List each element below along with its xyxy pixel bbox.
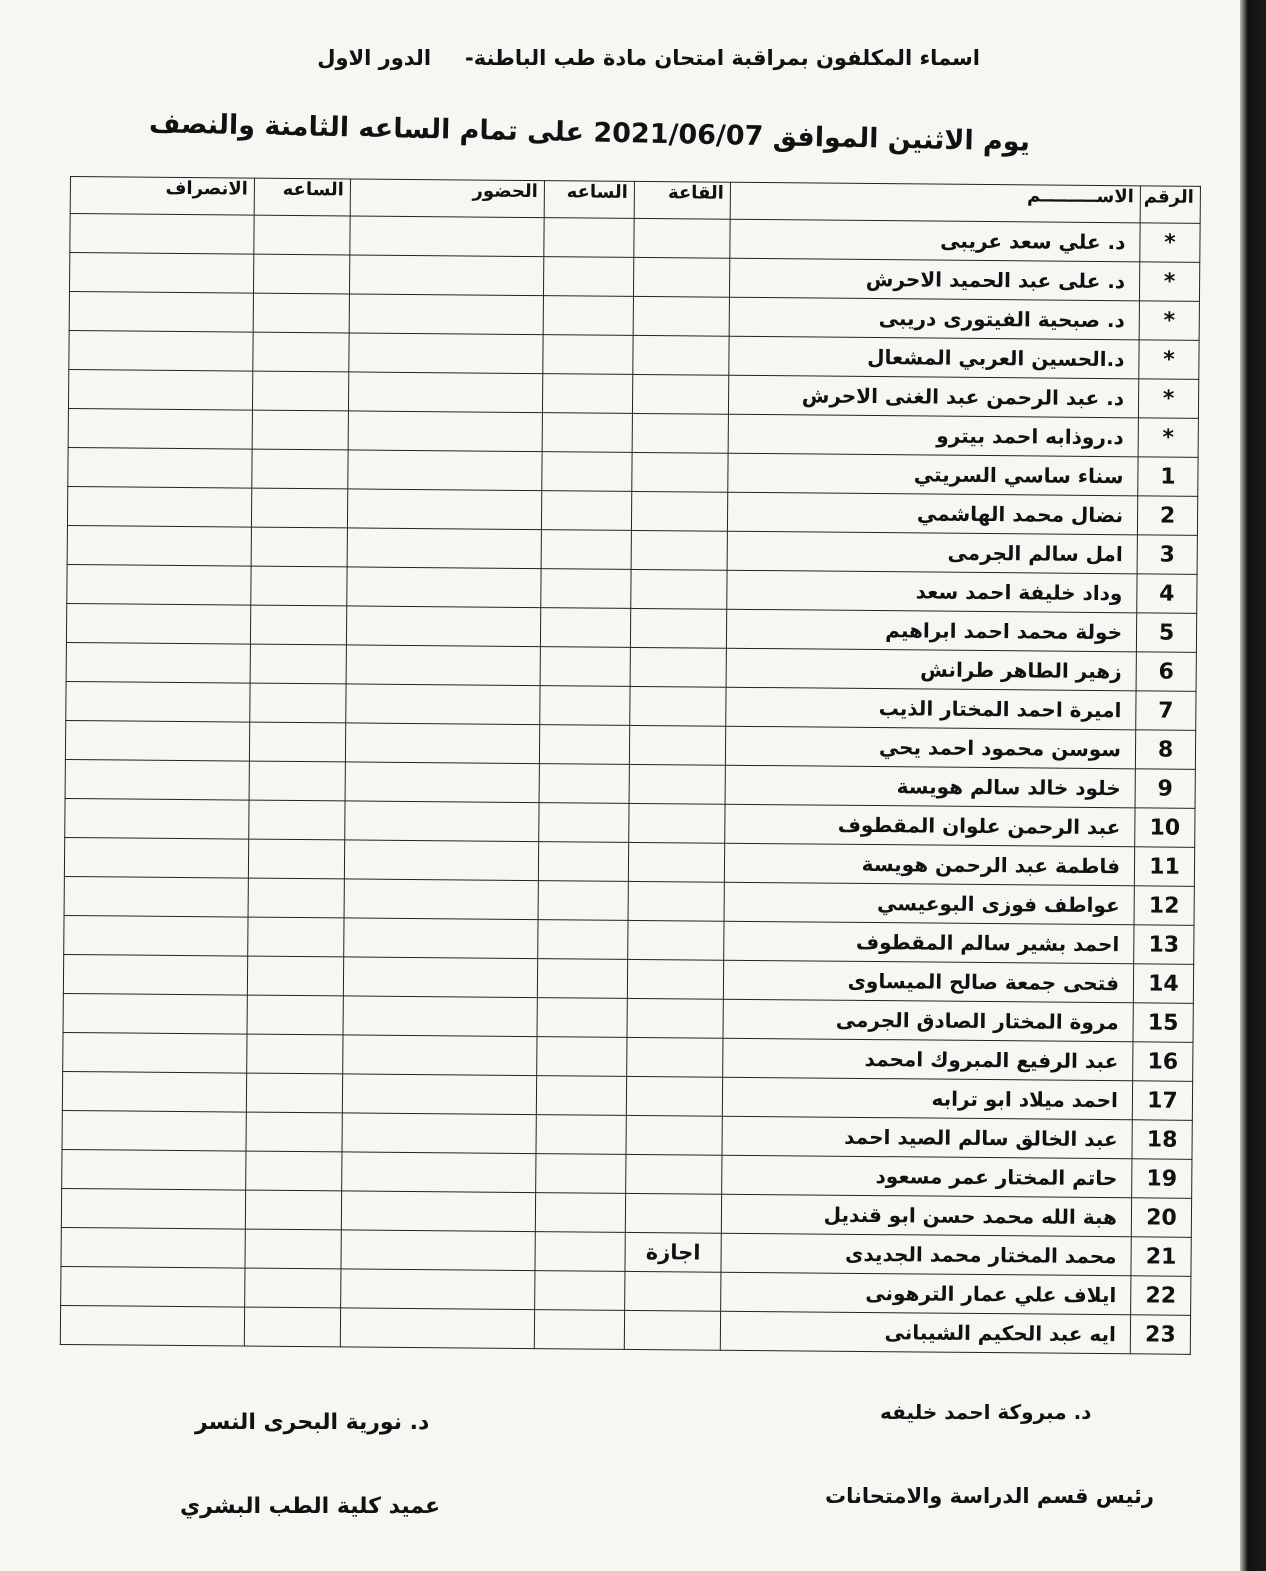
departure-cell: [63, 954, 247, 995]
departure-cell: [65, 798, 249, 839]
title-text: اسماء المكلفون بمراقبة امتحان مادة طب الباطنة-: [465, 46, 980, 70]
departure-cell: [62, 1071, 246, 1112]
hour-in-cell: [538, 881, 628, 921]
hour-in-cell: [543, 335, 633, 375]
attendance-cell: [347, 567, 541, 608]
hour-in-cell: [542, 374, 632, 414]
attendance-cell: [349, 294, 543, 335]
proctor-name: نضال محمد الهاشمي: [727, 492, 1137, 535]
proctor-name: احمد بشير سالم المقطوف: [724, 921, 1134, 964]
departure-cell: [66, 681, 250, 722]
hour-in-cell: [534, 1310, 624, 1350]
hour-out-cell: [253, 293, 349, 333]
hour-in-cell: [539, 803, 629, 843]
attendance-cell: [346, 606, 540, 647]
hall-cell: [633, 296, 729, 336]
hall-cell: [633, 257, 729, 297]
departure-cell: [65, 720, 249, 761]
hall-cell: [632, 452, 728, 492]
row-number: 15: [1133, 1003, 1193, 1043]
attendance-cell: [347, 528, 541, 569]
departure-cell: [61, 1227, 245, 1268]
hour-out-cell: [248, 839, 344, 879]
proctor-name: د. على عبد الحميد الاحرش: [729, 258, 1139, 301]
hall-cell: [629, 803, 725, 843]
attendance-cell: [346, 645, 540, 686]
row-number: 5: [1136, 613, 1196, 653]
hour-out-cell: [245, 1229, 341, 1269]
hour-out-cell: [251, 527, 347, 567]
departure-cell: [66, 642, 250, 683]
row-number: 7: [1136, 691, 1196, 731]
proctor-name: مروة المختار الصادق الجرمى: [723, 999, 1133, 1042]
departure-cell: [67, 525, 251, 566]
proctor-name: عبد الرفيع المبروك امحمد: [723, 1038, 1133, 1081]
attendance-cell: [345, 801, 539, 842]
proctor-name: خلود خالد سالم هويسة: [725, 765, 1135, 808]
hour-out-cell: [254, 215, 350, 255]
row-number: 8: [1135, 730, 1195, 770]
attendance-cell: [343, 957, 537, 998]
hall-cell: [631, 491, 727, 531]
proctor-name: فاطمة عبد الرحمن هويسة: [724, 843, 1134, 886]
departure-cell: [66, 603, 250, 644]
departure-cell: [67, 486, 251, 527]
proctor-name: عواطف فوزى البوعيسي: [724, 882, 1134, 925]
attendance-cell: [347, 489, 541, 530]
proctor-name: خولة محمد احمد ابراهيم: [726, 609, 1136, 652]
hall-cell: [630, 647, 726, 687]
attendance-cell: [344, 918, 538, 959]
attendance-cell: [346, 684, 540, 725]
departure-cell: [69, 330, 253, 371]
departure-cell: [61, 1266, 245, 1307]
hour-out-cell: [246, 1112, 342, 1152]
hour-in-cell: [540, 608, 630, 648]
hall-cell: [629, 764, 725, 804]
hall-cell: [628, 842, 724, 882]
hour-in-cell: [536, 1154, 626, 1194]
hour-out-cell: [250, 683, 346, 723]
attendance-cell: [343, 1035, 537, 1076]
hall-cell: [625, 1271, 721, 1311]
departure-cell: [69, 253, 253, 294]
attendance-cell: [342, 1074, 536, 1115]
page-edge-shadow: [1240, 0, 1266, 1571]
proctor-name: ايلاف علي عمار الترهونى: [721, 1272, 1131, 1315]
row-number: *: [1138, 418, 1198, 458]
hour-in-cell: [543, 257, 633, 297]
attendance-cell: [348, 372, 542, 413]
row-number: 20: [1131, 1198, 1191, 1238]
row-number: *: [1139, 340, 1199, 380]
signature-left-name: د. نورية البحرى النسر: [195, 1410, 430, 1435]
proctor-name: فتحى جمعة صالح الميساوى: [723, 960, 1133, 1003]
row-number: 16: [1133, 1042, 1193, 1082]
attendance-cell: [343, 996, 537, 1037]
hour-in-cell: [544, 218, 634, 258]
departure-cell: [68, 408, 252, 449]
row-number: 22: [1131, 1276, 1191, 1316]
departure-cell: [70, 214, 254, 255]
hall-cell: [628, 920, 724, 960]
attendance-cell: [350, 216, 544, 257]
hall-cell: [624, 1310, 720, 1350]
proctor-name: عبد الخالق سالم الصيد احمد: [722, 1116, 1132, 1159]
row-number: *: [1138, 379, 1198, 419]
departure-cell: [64, 876, 248, 917]
proctor-name: د. صبحية الفيتورى دريبى: [729, 297, 1139, 340]
hour-out-cell: [250, 644, 346, 684]
hour-in-cell: [541, 491, 631, 531]
row-number: *: [1140, 223, 1200, 263]
hall-cell: [626, 1154, 722, 1194]
row-number: 14: [1133, 964, 1193, 1004]
departure-cell: [63, 1032, 247, 1073]
row-number: 23: [1130, 1315, 1190, 1355]
proctor-name: د.روذابه احمد بيترو: [728, 414, 1138, 457]
row-number: 17: [1132, 1081, 1192, 1121]
hour-out-cell: [247, 1034, 343, 1074]
row-number: 12: [1134, 886, 1194, 926]
proctor-name: د.الحسين العربي المشعال: [729, 336, 1139, 379]
hour-in-cell: [536, 1115, 626, 1155]
row-number: 4: [1137, 574, 1197, 614]
col-header-hour-in: الساعه: [544, 181, 634, 219]
hour-in-cell: [541, 530, 631, 570]
row-number: 6: [1136, 652, 1196, 692]
departure-cell: [69, 291, 253, 332]
hour-in-cell: [542, 413, 632, 453]
hour-in-cell: [535, 1232, 625, 1272]
hall-cell: [625, 1193, 721, 1233]
proctor-name: زهير الطاهر طرانش: [726, 648, 1136, 691]
attendance-cell: [340, 1308, 534, 1349]
hour-out-cell: [249, 722, 345, 762]
hour-in-cell: [537, 998, 627, 1038]
signature-left-title: عميد كلية الطب البشري: [180, 1494, 441, 1519]
signature-right-title: رئيس قسم الدراسة والامتحانات: [825, 1484, 1154, 1508]
proctor-table-wrapper: [59, 176, 1200, 1400]
hall-cell: [634, 218, 730, 258]
hour-out-cell: [249, 800, 345, 840]
row-number: 19: [1132, 1159, 1192, 1199]
hour-out-cell: [251, 488, 347, 528]
proctor-name: حاتم المختار عمر مسعود: [722, 1155, 1132, 1198]
proctor-name: وداد خليفة احمد سعد: [727, 570, 1137, 613]
hall-cell: [630, 686, 726, 726]
hall-cell: [626, 1115, 722, 1155]
hall-cell: [627, 959, 723, 999]
hall-cell: [631, 569, 727, 609]
departure-cell: [68, 369, 252, 410]
hour-out-cell: [244, 1307, 340, 1347]
proctor-name: عبد الرحمن علوان المقطوف: [725, 804, 1135, 847]
hour-in-cell: [538, 920, 628, 960]
hour-in-cell: [540, 686, 630, 726]
attendance-cell: [348, 411, 542, 452]
hour-in-cell: [538, 842, 628, 882]
row-number: 21: [1131, 1237, 1191, 1277]
hour-out-cell: [248, 917, 344, 957]
departure-cell: [62, 1110, 246, 1151]
attendance-cell: [345, 723, 539, 764]
attendance-cell: [348, 450, 542, 491]
hour-out-cell: [251, 566, 347, 606]
departure-cell: [64, 837, 248, 878]
col-header-number: الرقم: [1140, 186, 1200, 224]
hour-out-cell: [245, 1268, 341, 1308]
hour-in-cell: [540, 647, 630, 687]
attendance-cell: [341, 1230, 535, 1271]
departure-cell: [64, 915, 248, 956]
proctor-name: سناء ساسي السريتي: [728, 453, 1138, 496]
row-number: *: [1139, 262, 1199, 302]
hall-cell: [627, 998, 723, 1038]
col-header-attendance: الحضور: [350, 179, 544, 218]
row-number: 10: [1135, 808, 1195, 848]
col-header-hall: القاعة: [634, 181, 730, 219]
proctor-name: احمد ميلاد ابو ترابه: [722, 1077, 1132, 1120]
row-number: 3: [1137, 535, 1197, 575]
row-number: 18: [1132, 1120, 1192, 1160]
attendance-cell: [341, 1191, 535, 1232]
hall-cell: [633, 335, 729, 375]
hall-cell: اجازة: [625, 1232, 721, 1272]
table-body: [60, 214, 1200, 1355]
hall-cell: [629, 725, 725, 765]
hour-out-cell: [252, 449, 348, 489]
departure-cell: [62, 1149, 246, 1190]
hour-in-cell: [539, 764, 629, 804]
attendance-cell: [349, 255, 543, 296]
hall-cell: [628, 881, 724, 921]
hour-out-cell: [247, 995, 343, 1035]
hour-out-cell: [248, 878, 344, 918]
proctor-table: [60, 176, 1201, 1355]
proctor-name: ايه عبد الحكيم الشيبانى: [720, 1311, 1130, 1354]
hall-cell: [627, 1037, 723, 1077]
attendance-cell: [344, 879, 538, 920]
hour-out-cell: [252, 371, 348, 411]
exam-round: الدور الاول: [317, 46, 432, 70]
hall-cell: [626, 1076, 722, 1116]
proctor-name: محمد المختار محمد الجديدى: [721, 1233, 1131, 1276]
attendance-cell: [349, 333, 543, 374]
attendance-cell: [342, 1152, 536, 1193]
col-header-name: الاســـــــــم: [730, 182, 1140, 223]
hall-cell: [632, 374, 728, 414]
hour-out-cell: [250, 605, 346, 645]
departure-cell: [61, 1188, 245, 1229]
hour-in-cell: [536, 1076, 626, 1116]
hour-in-cell: [541, 569, 631, 609]
proctor-name: د. عبد الرحمن عبد الغنى الاحرش: [728, 375, 1138, 418]
departure-cell: [65, 759, 249, 800]
proctor-name: سوسن محمود احمد يحي: [725, 726, 1135, 769]
hour-in-cell: [535, 1271, 625, 1311]
hour-in-cell: [535, 1193, 625, 1233]
proctor-name: د. علي سعد عريبى: [730, 219, 1140, 262]
hour-out-cell: [252, 410, 348, 450]
departure-cell: [68, 447, 252, 488]
proctor-name: امل سالم الجرمى: [727, 531, 1137, 574]
attendance-cell: [341, 1269, 535, 1310]
attendance-cell: [345, 762, 539, 803]
row-number: 9: [1135, 769, 1195, 809]
hour-out-cell: [249, 761, 345, 801]
hour-in-cell: [539, 725, 629, 765]
hour-out-cell: [253, 254, 349, 294]
hour-out-cell: [253, 332, 349, 372]
hall-cell: [632, 413, 728, 453]
row-number: 2: [1137, 496, 1197, 536]
document-title: [300, 46, 980, 70]
departure-cell: [60, 1305, 244, 1346]
hall-cell: [630, 608, 726, 648]
proctor-name: اميرة احمد المختار الذيب: [726, 687, 1136, 730]
date-line: يوم الاثنين الموافق 2021/06/07 على تمام الساعه الثامنة والنصف: [148, 108, 1031, 158]
attendance-cell: [344, 840, 538, 881]
col-header-departure: الانصراف: [70, 177, 254, 216]
hour-out-cell: [245, 1190, 341, 1230]
hour-in-cell: [537, 959, 627, 999]
proctor-name: هبة الله محمد حسن ابو قنديل: [721, 1194, 1131, 1237]
hour-in-cell: [537, 1037, 627, 1077]
row-number: 11: [1134, 847, 1194, 887]
departure-cell: [63, 993, 247, 1034]
hour-in-cell: [543, 296, 633, 336]
departure-cell: [67, 564, 251, 605]
signature-right-name: د. مبروكة احمد خليفه: [880, 1400, 1092, 1424]
attendance-cell: [342, 1113, 536, 1154]
col-header-hour-out: الساعه: [254, 178, 350, 216]
row-number: 1: [1138, 457, 1198, 497]
hour-in-cell: [542, 452, 632, 492]
hall-cell: [631, 530, 727, 570]
hour-out-cell: [247, 956, 343, 996]
row-number: *: [1139, 301, 1199, 341]
hour-out-cell: [246, 1151, 342, 1191]
hour-out-cell: [246, 1073, 342, 1113]
row-number: 13: [1134, 925, 1194, 965]
